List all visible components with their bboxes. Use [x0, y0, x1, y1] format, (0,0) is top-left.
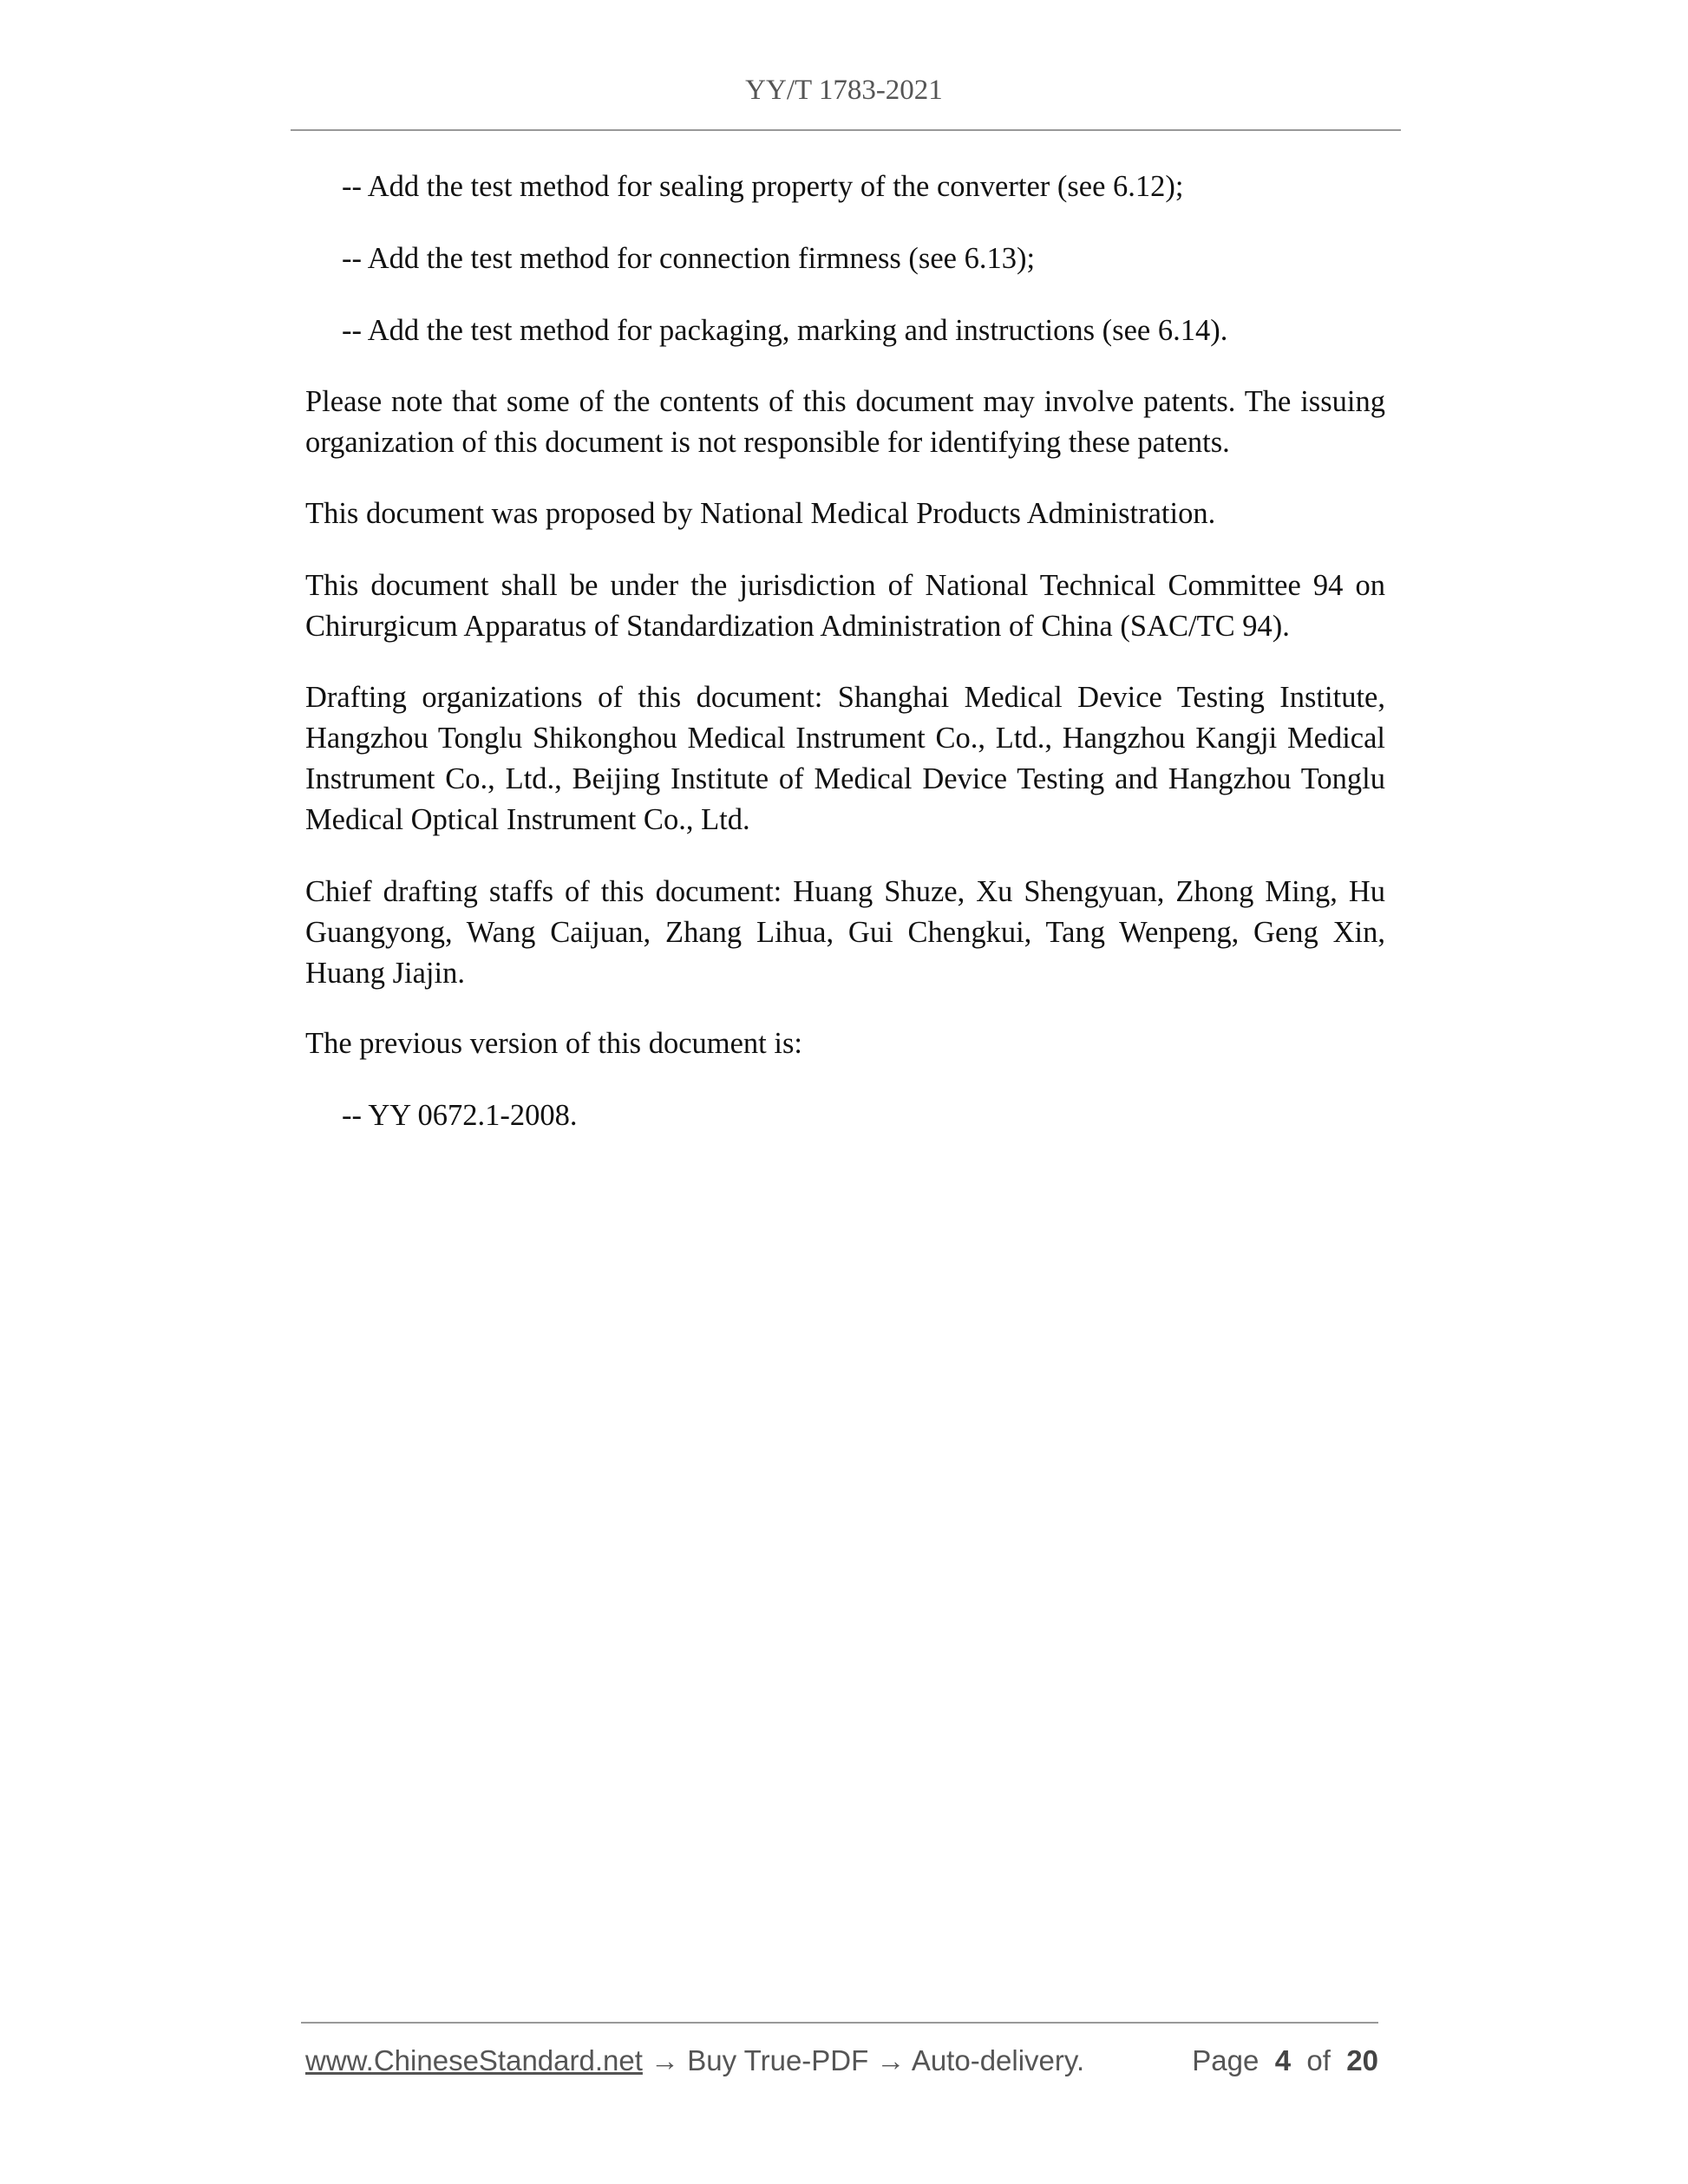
- page-number: 4: [1274, 2044, 1292, 2076]
- footer-tagline: → Buy True-PDF → Auto-delivery.: [642, 2044, 1085, 2076]
- site-link[interactable]: www.ChineseStandard.net: [305, 2044, 643, 2076]
- change-item: -- Add the test method for connection firmness (see 6.13);: [342, 242, 1036, 275]
- change-item: -- Add the test method for sealing property of the converter (see 6.12);: [342, 170, 1184, 203]
- header-divider: [291, 129, 1401, 131]
- page-total: 20: [1346, 2044, 1378, 2076]
- jurisdiction-paragraph: This document shall be under the jurisdiction of National Technical Committee 94 on Chirurgicum Apparatus of Standardization Administration of China (SAC/TC 94).: [305, 569, 1385, 643]
- change-item: -- Add the test method for packaging, marking and instructions (see 6.14).: [342, 314, 1228, 347]
- running-header: YY/T 1783-2021: [745, 75, 943, 106]
- patent-note: Please note that some of the contents of this document may involve patents. The issuing organization of this document is not responsible for identifying these patents.: [305, 385, 1385, 459]
- proposer-paragraph: This document was proposed by National Medical Products Administration.: [305, 497, 1216, 530]
- drafting-staffs: Chief drafting staffs of this document: Huang Shuze, Xu Shengyuan, Zhong Ming, Hu Guangyong, Wang Caijuan, Zhang Lihua, Gui Chengkui, Tang Wenpeng, Geng Xin, Huang Jiajin.: [305, 875, 1385, 990]
- footer-divider: [301, 2022, 1378, 2024]
- page-indicator: Page 4 of 20: [1192, 2044, 1378, 2076]
- footer: [305, 2044, 1378, 2077]
- previous-version-item: -- YY 0672.1-2008.: [342, 1099, 578, 1132]
- drafting-organizations: Drafting organizations of this document: Shanghai Medical Device Testing Institute, Hangzhou Tonglu Shikonghou Medical Instrument Co., Ltd., Hangzhou Kangji Medical Instrument Co., Ltd., Beijing Institute of Medical Device Testing and Hangzhou Tonglu Medical Optical Instrument Co., Ltd.: [305, 681, 1385, 836]
- previous-version-label: The previous version of this document is:: [305, 1027, 802, 1060]
